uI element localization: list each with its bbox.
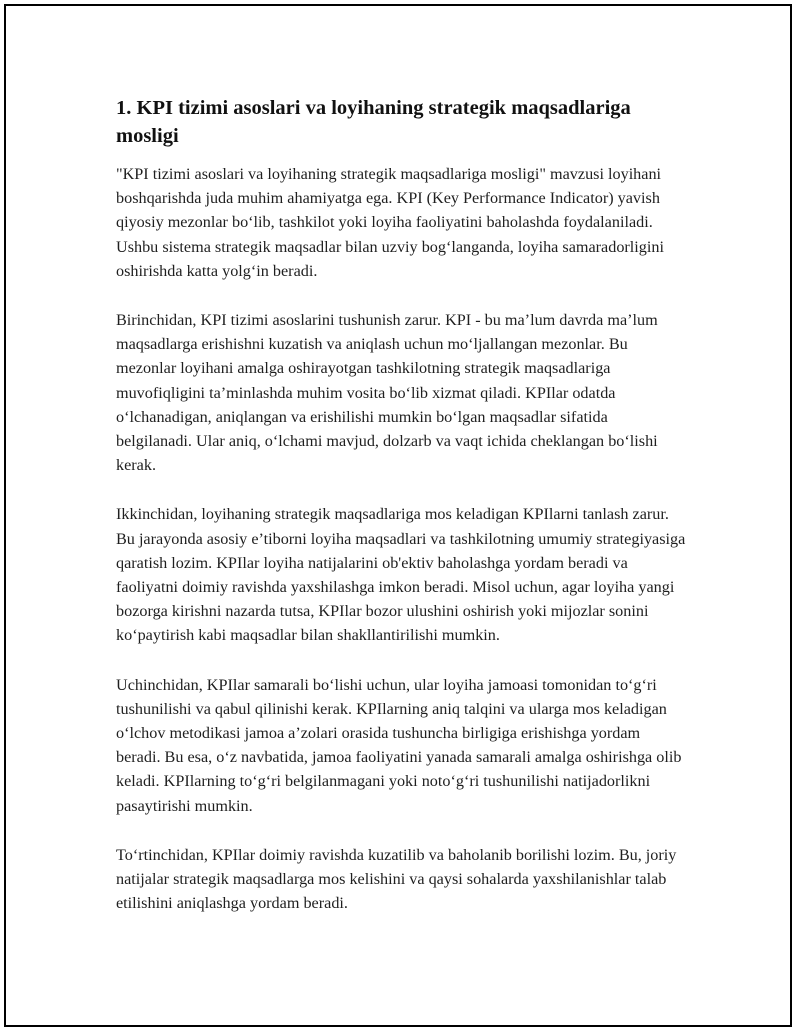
paragraph-second-point: Ikkinchidan, loyihaning strategik maqsadlariga mos keladigan KPIlarni tanlash zarur. Bu jarayonda asosiy e’tiborni loyiha maqsadlari va tashkilotning umumiy strategiyasiga qaratish lozim. KPIlar loyiha natijalarini ob'ektiv baholashga yordam beradi va faoliyatni doimiy ravishda yaxshilashga imkon beradi. Misol uchun, agar loyiha yangi bozorga kirishni nazarda tutsa, KPIlar bozor ulushini oshirish yoki mijozlar sonini ko‘paytirish kabi maqsadlar bilan shakllantirilishi mumkin.: [116, 505, 686, 645]
paragraph-fourth-point: To‘rtinchidan, KPIlar doimiy ravishda kuzatilib va baholanib borilishi lozim. Bu, joriy natijalar strategik maqsadlarga mos kelishini va qaysi sohalarda yaxshilanishlar talab etilishini aniqlashga yordam beradi.: [116, 845, 677, 913]
section-heading: 1. KPI tizimi asoslari va loyihaning strategik maqsadlariga mosligi: [116, 97, 631, 147]
document-body: [116, 94, 686, 940]
paragraph-intro: "KPI tizimi asoslari va loyihaning strategik maqsadlariga mosligi" mavzusi loyihani boshqarishda juda muhim ahamiyatga ega. KPI (Key Performance Indicator) yavish qiyosiy mezonlar bo‘lib, tashkilot yoki loyiha faoliyatini baholashda foydalaniladi. Ushbu sistema strategik maqsadlar bilan uzviy bog‘langanda, loyiha samaradorligini oshirishda katta yolg‘in beradi.: [116, 165, 664, 280]
paragraph-first-point: Birinchidan, KPI tizimi asoslarini tushunish zarur. KPI - bu ma’lum davrda ma’lum maqsadlarga erishishni kuzatish va aniqlash uchun mo‘ljallangan mezonlar. Bu mezonlar loyihani amalga oshirayotgan tashkilotning strategik maqsadlariga muvofiqligini ta’minlashda muhim vosita bo‘lib xizmat qiladi. KPIlar odatda o‘lchanadigan, aniqlangan va erishilishi mumkin bo‘lgan maqsadlar sifatida belgilanadi. Ular aniq, o‘lchami mavjud, dolzarb va vaqt ichida cheklangan bo‘lishi kerak.: [116, 311, 658, 475]
paragraph-third-point: Uchinchidan, KPIlar samarali bo‘lishi uchun, ular loyiha jamoasi tomonidan to‘g‘ri tushunilishi va qabul qilinishi kerak. KPIlarning aniq talqini va ularga mos keladigan o‘lchov metodikasi jamoa a’zolari orasida tushuncha birligiga erishishga yordam beradi. Bu esa, o‘z navbatida, jamoa faoliyatini yanada samarali amalga oshirishga olib keladi. KPIlarning to‘g‘ri belgilanmagani yoki noto‘g‘ri tushunilishi natijadorlikni pasaytirishi mumkin.: [116, 675, 682, 815]
